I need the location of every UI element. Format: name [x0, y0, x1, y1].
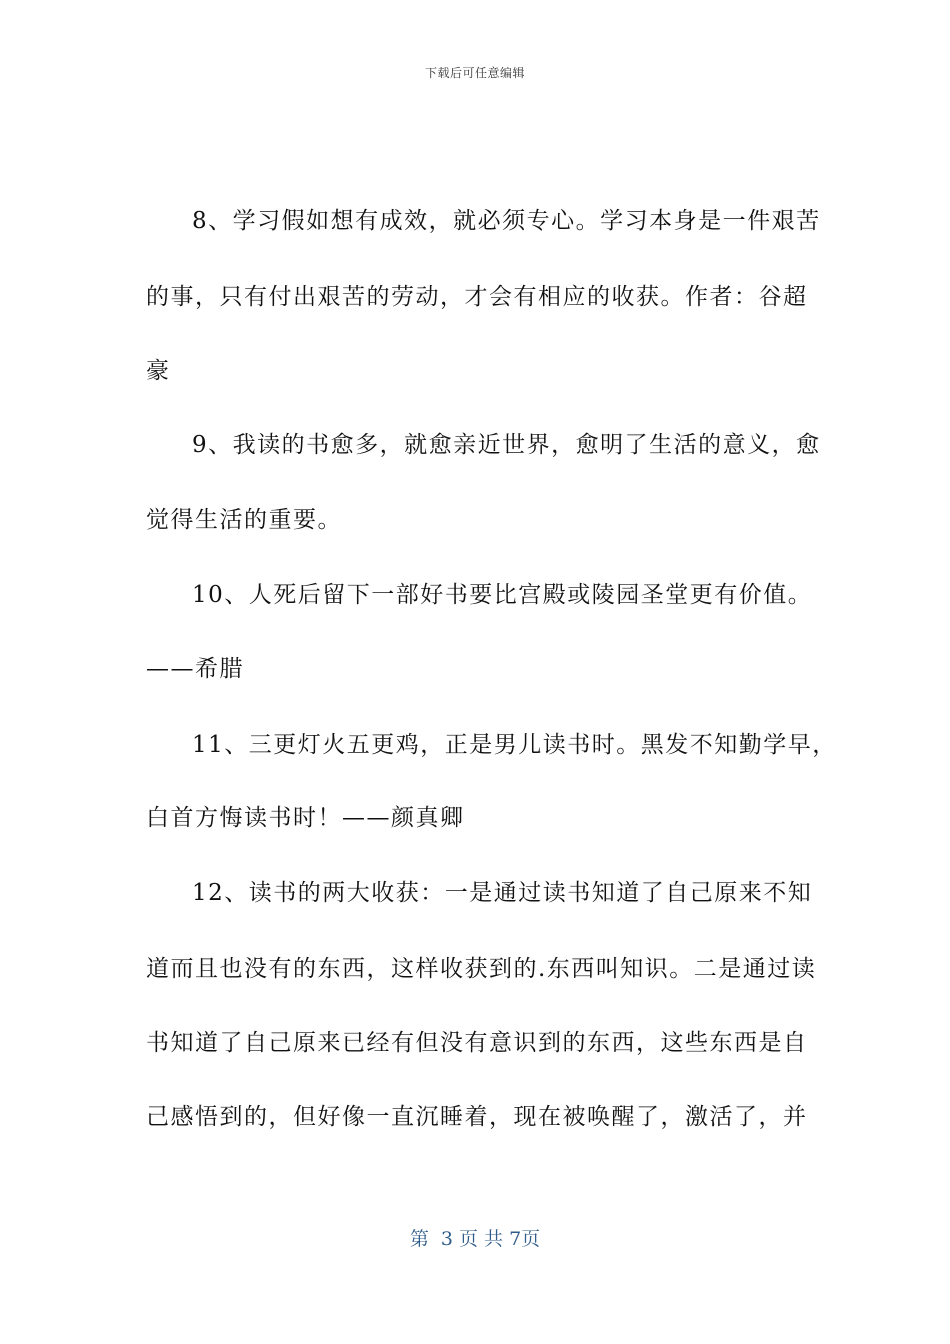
- paragraph-11-line-1: 11、三更灯火五更鸡，正是男儿读书时。黑发不知勤学早，: [192, 732, 837, 758]
- paragraph-9-line-1: 9、我读的书愈多，就愈亲近世界，愈明了生活的意义，愈: [192, 432, 821, 458]
- paragraph-11-line-2: 白首方悔读书时！——颜真卿: [146, 805, 465, 831]
- paragraph-8-line-1: 8、学习假如想有成效，就必须专心。学习本身是一件艰苦: [192, 208, 821, 234]
- header-note: 下载后可任意编辑: [424, 66, 525, 80]
- paragraph-8-line-3: 豪: [146, 358, 171, 384]
- paragraph-8-line-2: 的事，只有付出艰苦的劳动，才会有相应的收获。作者：谷超: [146, 284, 808, 310]
- paragraph-10-line-2: ——希腊: [146, 656, 244, 682]
- page-number: 第 3 页 共 7页: [409, 1228, 541, 1250]
- paragraph-12-line-1: 12、读书的两大收获：一是通过读书知道了自己原来不知: [192, 880, 813, 906]
- paragraph-10-line-1: 10、人死后留下一部好书要比宫殿或陵园圣堂更有价值。: [192, 582, 813, 608]
- paragraph-12-line-4: 己感悟到的，但好像一直沉睡着，现在被唤醒了，激活了，并: [146, 1104, 808, 1130]
- paragraph-9-line-2: 觉得生活的重要。: [146, 507, 342, 533]
- paragraph-12-line-2: 道而且也没有的东西，这样收获到的.东西叫知识。二是通过读: [146, 956, 817, 982]
- paragraph-12-line-3: 书知道了自己原来已经有但没有意识到的东西，这些东西是自: [146, 1030, 808, 1056]
